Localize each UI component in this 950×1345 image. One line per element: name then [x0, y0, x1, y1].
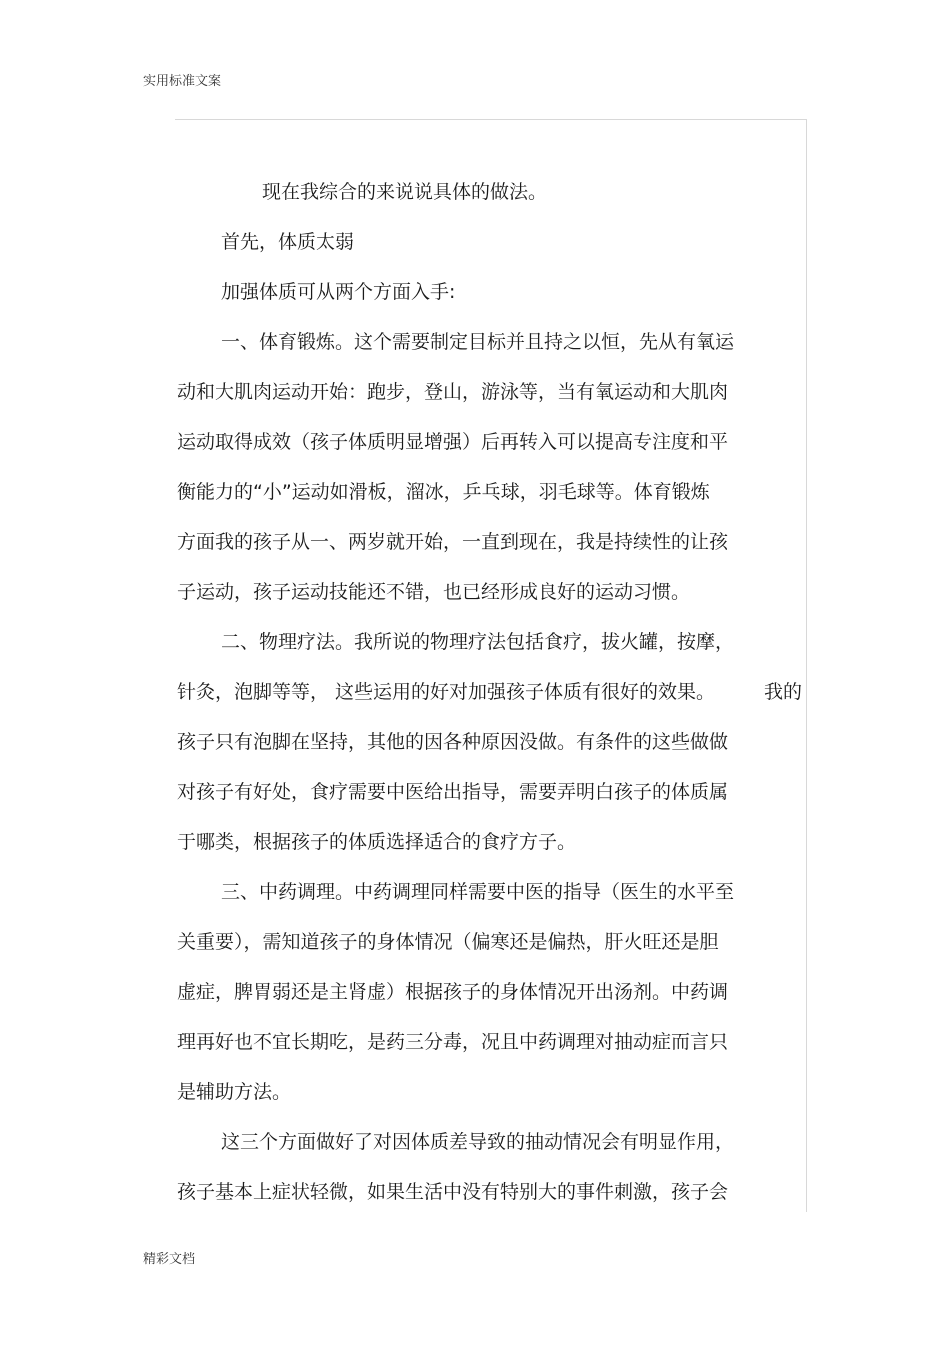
paragraph-text: 关重要），需知道孩子的身体情况（偏寒还是偏热，肝火旺还是胆 — [177, 931, 719, 953]
paragraph-text: 一、体育锻炼。这个需要制定目标并且持之以恒，先从有氧运 — [221, 331, 735, 353]
paragraph-text: 于哪类，根据孩子的体质选择适合的食疗方子。 — [177, 831, 577, 853]
paragraph-text: 子运动，孩子运动技能还不错，也已经形成良好的运动习惯。 — [177, 581, 691, 603]
paragraph-text: 运动取得成效（孩子体质明显增强）后再转入可以提高专注度和平 — [177, 431, 729, 453]
paragraph-text: 是辅助方法。 — [177, 1081, 292, 1103]
paragraph-text: 对孩子有好处，食疗需要中医给出指导，需要弄明白孩子的体质属 — [177, 781, 729, 803]
paragraph-heading-first: 首先，体质太弱 — [221, 231, 355, 253]
paragraph-text: 针灸，泡脚等等， 这些运用的好对加强孩子体质有很好的效果。 — [177, 681, 716, 703]
paragraph-text: 孩子基本上症状轻微，如果生活中没有特别大的事件刺激，孩子会 — [177, 1181, 729, 1203]
frame-right-border — [806, 119, 807, 1212]
paragraph-text: 动和大肌肉运动开始：跑步，登山，游泳等，当有氧运动和大肌肉 — [177, 381, 729, 403]
paragraph-text: 二、物理疗法。我所说的物理疗法包括食疗，拔火罐，按摩， — [221, 631, 735, 653]
frame-top-border — [175, 119, 807, 120]
page-footer: 精彩文档 — [143, 1252, 196, 1267]
paragraph-text: 孩子只有泡脚在坚持，其他的因各种原因没做。有条件的这些做做 — [177, 731, 729, 753]
paragraph-text: 虚症，脾胃弱还是主肾虚）根据孩子的身体情况开出汤剂。中药调 — [177, 981, 729, 1003]
paragraph-text-overflow: 我的 — [764, 681, 803, 703]
paragraph-text: 衡能力的“小”运动如滑板，溜冰，乒乓球，羽毛球等。体育锻炼 — [177, 481, 710, 503]
paragraph-text: 方面我的孩子从一、两岁就开始，一直到现在，我是持续性的让孩 — [177, 531, 729, 553]
paragraph-text: 这三个方面做好了对因体质差导致的抽动情况会有明显作用， — [221, 1131, 735, 1153]
paragraph-text: 三、中药调理。中药调理同样需要中医的指导（医生的水平至 — [221, 881, 735, 903]
page-header: 实用标准文案 — [143, 74, 222, 89]
paragraph-text: 加强体质可从两个方面入手: — [221, 281, 456, 303]
paragraph-text: 理再好也不宜长期吃，是药三分毒，况且中药调理对抽动症而言只 — [177, 1031, 729, 1053]
paragraph-intro: 现在我综合的来说说具体的做法。 — [262, 181, 548, 203]
